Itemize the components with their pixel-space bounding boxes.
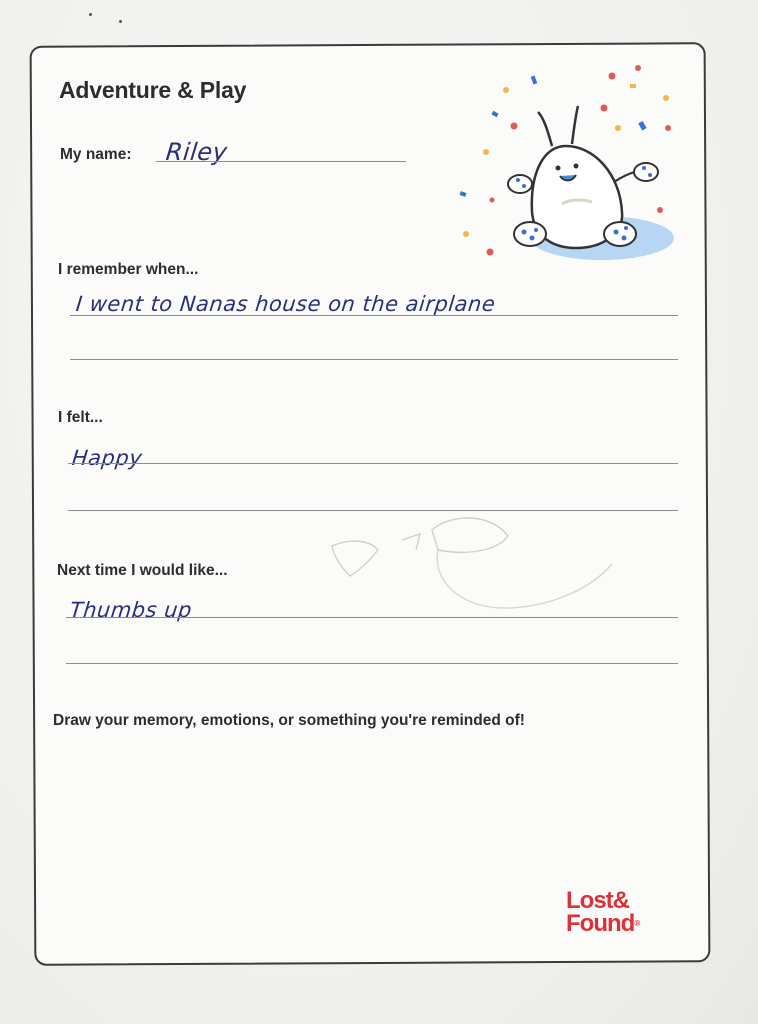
remember-line-2 [70,359,678,360]
next-value: Thumbs up [68,598,194,622]
remember-value: I went to Nanas house on the airplane [74,292,497,316]
pencil-sketch [320,510,620,620]
remember-line-1 [70,315,678,316]
remember-label: I remember when... [58,261,199,278]
draw-prompt: Draw your memory, emotions, or something you're reminded of! [53,712,525,729]
logo-line2: Found [566,910,635,937]
felt-label: I felt... [58,409,103,426]
felt-line-1 [68,463,678,464]
paper-speck [89,13,92,16]
paper-speck [119,20,122,23]
felt-value: Happy [70,446,144,470]
logo-registered-mark: ® [634,919,640,928]
next-line-1 [66,617,678,618]
name-label: My name: [60,146,132,163]
monster-icon [452,62,678,272]
next-line-2 [66,663,678,664]
name-value: Riley [164,138,229,166]
name-line [156,161,406,162]
next-label: Next time I would like... [57,562,228,579]
lost-and-found-logo [566,887,678,942]
logo-line1: Lost& [566,887,629,914]
worksheet-title: Adventure & Play [59,77,247,103]
